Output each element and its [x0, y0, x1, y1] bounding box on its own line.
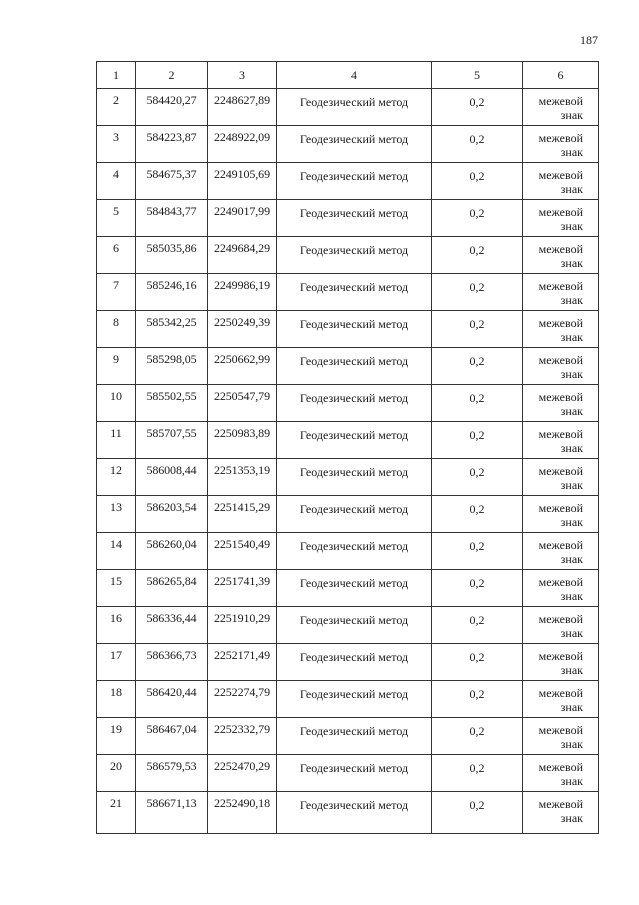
x-coordinate-cell: 585246,16 [136, 274, 208, 311]
x-coordinate-cell: 584843,77 [136, 200, 208, 237]
mark-type-line-1: межевой [538, 686, 583, 700]
accuracy-cell: 0,2 [432, 459, 523, 496]
table-row [97, 385, 599, 422]
table-row [97, 792, 599, 834]
point-number-cell: 19 [97, 718, 136, 755]
accuracy-cell: 0,2 [432, 274, 523, 311]
table-row [97, 163, 599, 200]
point-number-cell: 17 [97, 644, 136, 681]
table-row [97, 496, 599, 533]
header-cell-4: 4 [277, 62, 432, 89]
mark-type-cell [523, 459, 599, 496]
x-coordinate-cell: 584675,37 [136, 163, 208, 200]
mark-type-line-2: знак [560, 589, 583, 603]
method-cell: Геодезический метод [277, 755, 432, 792]
mark-type-line-2: знак [560, 330, 583, 344]
y-coordinate-cell: 2250547,79 [208, 385, 277, 422]
x-coordinate-cell: 584223,87 [136, 126, 208, 163]
y-coordinate-cell: 2252470,29 [208, 755, 277, 792]
table-row [97, 126, 599, 163]
x-coordinate-cell: 585342,25 [136, 311, 208, 348]
mark-type-line-1: межевой [538, 649, 583, 663]
table-row [97, 570, 599, 607]
accuracy-cell: 0,2 [432, 533, 523, 570]
mark-type-line-1: межевой [538, 168, 583, 182]
mark-type-cell [523, 200, 599, 237]
point-number-cell: 6 [97, 237, 136, 274]
point-number-cell: 21 [97, 792, 136, 834]
point-number-cell: 13 [97, 496, 136, 533]
method-cell: Геодезический метод [277, 533, 432, 570]
point-number-cell: 2 [97, 89, 136, 126]
mark-type-cell [523, 718, 599, 755]
method-cell: Геодезический метод [277, 644, 432, 681]
table-row [97, 89, 599, 126]
mark-type-line-1: межевой [538, 760, 583, 774]
mark-type-cell [523, 644, 599, 681]
table-row [97, 274, 599, 311]
point-number-cell: 11 [97, 422, 136, 459]
mark-type-cell [523, 126, 599, 163]
mark-type-line-2: знак [560, 774, 583, 788]
mark-type-line-2: знак [560, 256, 583, 270]
mark-type-cell [523, 274, 599, 311]
table-row [97, 644, 599, 681]
y-coordinate-cell: 2251540,49 [208, 533, 277, 570]
x-coordinate-cell: 586265,84 [136, 570, 208, 607]
table-header [97, 62, 599, 89]
table-row [97, 311, 599, 348]
point-number-cell: 9 [97, 348, 136, 385]
mark-type-line-1: межевой [538, 353, 583, 367]
point-number-cell: 20 [97, 755, 136, 792]
accuracy-cell: 0,2 [432, 644, 523, 681]
y-coordinate-cell: 2252332,79 [208, 718, 277, 755]
mark-type-line-1: межевой [538, 575, 583, 589]
y-coordinate-cell: 2249017,99 [208, 200, 277, 237]
accuracy-cell: 0,2 [432, 792, 523, 834]
accuracy-cell: 0,2 [432, 755, 523, 792]
mark-type-line-1: межевой [538, 242, 583, 256]
header-row [97, 62, 599, 89]
accuracy-cell: 0,2 [432, 422, 523, 459]
table-row [97, 755, 599, 792]
table-body [97, 89, 599, 834]
mark-type-cell [523, 533, 599, 570]
mark-type-line-1: межевой [538, 612, 583, 626]
mark-type-line-2: знак [560, 367, 583, 381]
accuracy-cell: 0,2 [432, 311, 523, 348]
point-number-cell: 15 [97, 570, 136, 607]
point-number-cell: 18 [97, 681, 136, 718]
mark-type-line-1: межевой [538, 538, 583, 552]
x-coordinate-cell: 586671,13 [136, 792, 208, 834]
mark-type-cell [523, 496, 599, 533]
page-number: 187 [580, 33, 598, 47]
method-cell: Геодезический метод [277, 422, 432, 459]
method-cell: Геодезический метод [277, 385, 432, 422]
mark-type-line-2: знак [560, 552, 583, 566]
x-coordinate-cell: 586260,04 [136, 533, 208, 570]
mark-type-cell [523, 89, 599, 126]
mark-type-line-2: знак [560, 811, 583, 825]
table-row [97, 348, 599, 385]
mark-type-cell [523, 385, 599, 422]
x-coordinate-cell: 585502,55 [136, 385, 208, 422]
mark-type-cell [523, 681, 599, 718]
method-cell: Геодезический метод [277, 237, 432, 274]
table-row [97, 681, 599, 718]
point-number-cell: 16 [97, 607, 136, 644]
mark-type-line-1: межевой [538, 316, 583, 330]
coordinates-table-wrapper [96, 61, 598, 834]
point-number-cell: 10 [97, 385, 136, 422]
accuracy-cell: 0,2 [432, 89, 523, 126]
mark-type-line-1: межевой [538, 427, 583, 441]
x-coordinate-cell: 586579,53 [136, 755, 208, 792]
mark-type-line-1: межевой [538, 723, 583, 737]
mark-type-line-2: знак [560, 293, 583, 307]
point-number-cell: 4 [97, 163, 136, 200]
mark-type-cell [523, 755, 599, 792]
table-row [97, 607, 599, 644]
header-cell-6: 6 [523, 62, 599, 89]
point-number-cell: 7 [97, 274, 136, 311]
mark-type-line-2: знак [560, 663, 583, 677]
accuracy-cell: 0,2 [432, 570, 523, 607]
point-number-cell: 5 [97, 200, 136, 237]
y-coordinate-cell: 2251741,39 [208, 570, 277, 607]
accuracy-cell: 0,2 [432, 237, 523, 274]
mark-type-line-1: межевой [538, 464, 583, 478]
method-cell: Геодезический метод [277, 570, 432, 607]
y-coordinate-cell: 2249105,69 [208, 163, 277, 200]
mark-type-line-2: знак [560, 700, 583, 714]
mark-type-line-1: межевой [538, 501, 583, 515]
table-row [97, 533, 599, 570]
table-row [97, 422, 599, 459]
method-cell: Геодезический метод [277, 89, 432, 126]
mark-type-cell [523, 792, 599, 834]
header-cell-3: 3 [208, 62, 277, 89]
mark-type-line-2: знак [560, 441, 583, 455]
y-coordinate-cell: 2250983,89 [208, 422, 277, 459]
y-coordinate-cell: 2251910,29 [208, 607, 277, 644]
mark-type-line-1: межевой [538, 797, 583, 811]
mark-type-line-2: знак [560, 515, 583, 529]
method-cell: Геодезический метод [277, 718, 432, 755]
y-coordinate-cell: 2252490,18 [208, 792, 277, 834]
point-number-cell: 3 [97, 126, 136, 163]
mark-type-line-2: знак [560, 219, 583, 233]
point-number-cell: 12 [97, 459, 136, 496]
accuracy-cell: 0,2 [432, 163, 523, 200]
y-coordinate-cell: 2249684,29 [208, 237, 277, 274]
header-cell-1: 1 [97, 62, 136, 89]
mark-type-line-1: межевой [538, 279, 583, 293]
mark-type-cell [523, 163, 599, 200]
mark-type-cell [523, 607, 599, 644]
mark-type-cell [523, 348, 599, 385]
accuracy-cell: 0,2 [432, 385, 523, 422]
table-row [97, 237, 599, 274]
method-cell: Геодезический метод [277, 348, 432, 385]
method-cell: Геодезический метод [277, 459, 432, 496]
header-cell-5: 5 [432, 62, 523, 89]
point-number-cell: 8 [97, 311, 136, 348]
accuracy-cell: 0,2 [432, 607, 523, 644]
x-coordinate-cell: 584420,27 [136, 89, 208, 126]
accuracy-cell: 0,2 [432, 200, 523, 237]
mark-type-line-1: межевой [538, 131, 583, 145]
x-coordinate-cell: 585035,86 [136, 237, 208, 274]
accuracy-cell: 0,2 [432, 681, 523, 718]
y-coordinate-cell: 2252274,79 [208, 681, 277, 718]
mark-type-cell [523, 311, 599, 348]
x-coordinate-cell: 586336,44 [136, 607, 208, 644]
x-coordinate-cell: 586467,04 [136, 718, 208, 755]
mark-type-line-2: знак [560, 737, 583, 751]
method-cell: Геодезический метод [277, 792, 432, 834]
y-coordinate-cell: 2251415,29 [208, 496, 277, 533]
method-cell: Геодезический метод [277, 274, 432, 311]
y-coordinate-cell: 2248627,89 [208, 89, 277, 126]
x-coordinate-cell: 586008,44 [136, 459, 208, 496]
table-row [97, 459, 599, 496]
mark-type-cell [523, 237, 599, 274]
method-cell: Геодезический метод [277, 126, 432, 163]
y-coordinate-cell: 2249986,19 [208, 274, 277, 311]
x-coordinate-cell: 585707,55 [136, 422, 208, 459]
mark-type-line-2: знак [560, 108, 583, 122]
accuracy-cell: 0,2 [432, 718, 523, 755]
x-coordinate-cell: 585298,05 [136, 348, 208, 385]
mark-type-line-2: знак [560, 404, 583, 418]
mark-type-line-2: знак [560, 478, 583, 492]
mark-type-cell [523, 422, 599, 459]
mark-type-line-1: межевой [538, 390, 583, 404]
y-coordinate-cell: 2251353,19 [208, 459, 277, 496]
y-coordinate-cell: 2252171,49 [208, 644, 277, 681]
coordinates-table [96, 61, 599, 834]
mark-type-line-2: знак [560, 145, 583, 159]
method-cell: Геодезический метод [277, 163, 432, 200]
point-number-cell: 14 [97, 533, 136, 570]
mark-type-cell [523, 570, 599, 607]
mark-type-line-1: межевой [538, 205, 583, 219]
accuracy-cell: 0,2 [432, 126, 523, 163]
mark-type-line-2: знак [560, 182, 583, 196]
method-cell: Геодезический метод [277, 311, 432, 348]
mark-type-line-1: межевой [538, 94, 583, 108]
method-cell: Геодезический метод [277, 200, 432, 237]
method-cell: Геодезический метод [277, 496, 432, 533]
header-cell-2: 2 [136, 62, 208, 89]
method-cell: Геодезический метод [277, 681, 432, 718]
x-coordinate-cell: 586366,73 [136, 644, 208, 681]
method-cell: Геодезический метод [277, 607, 432, 644]
table-row [97, 718, 599, 755]
accuracy-cell: 0,2 [432, 348, 523, 385]
y-coordinate-cell: 2248922,09 [208, 126, 277, 163]
accuracy-cell: 0,2 [432, 496, 523, 533]
y-coordinate-cell: 2250249,39 [208, 311, 277, 348]
y-coordinate-cell: 2250662,99 [208, 348, 277, 385]
x-coordinate-cell: 586203,54 [136, 496, 208, 533]
table-row [97, 200, 599, 237]
mark-type-line-2: знак [560, 626, 583, 640]
x-coordinate-cell: 586420,44 [136, 681, 208, 718]
